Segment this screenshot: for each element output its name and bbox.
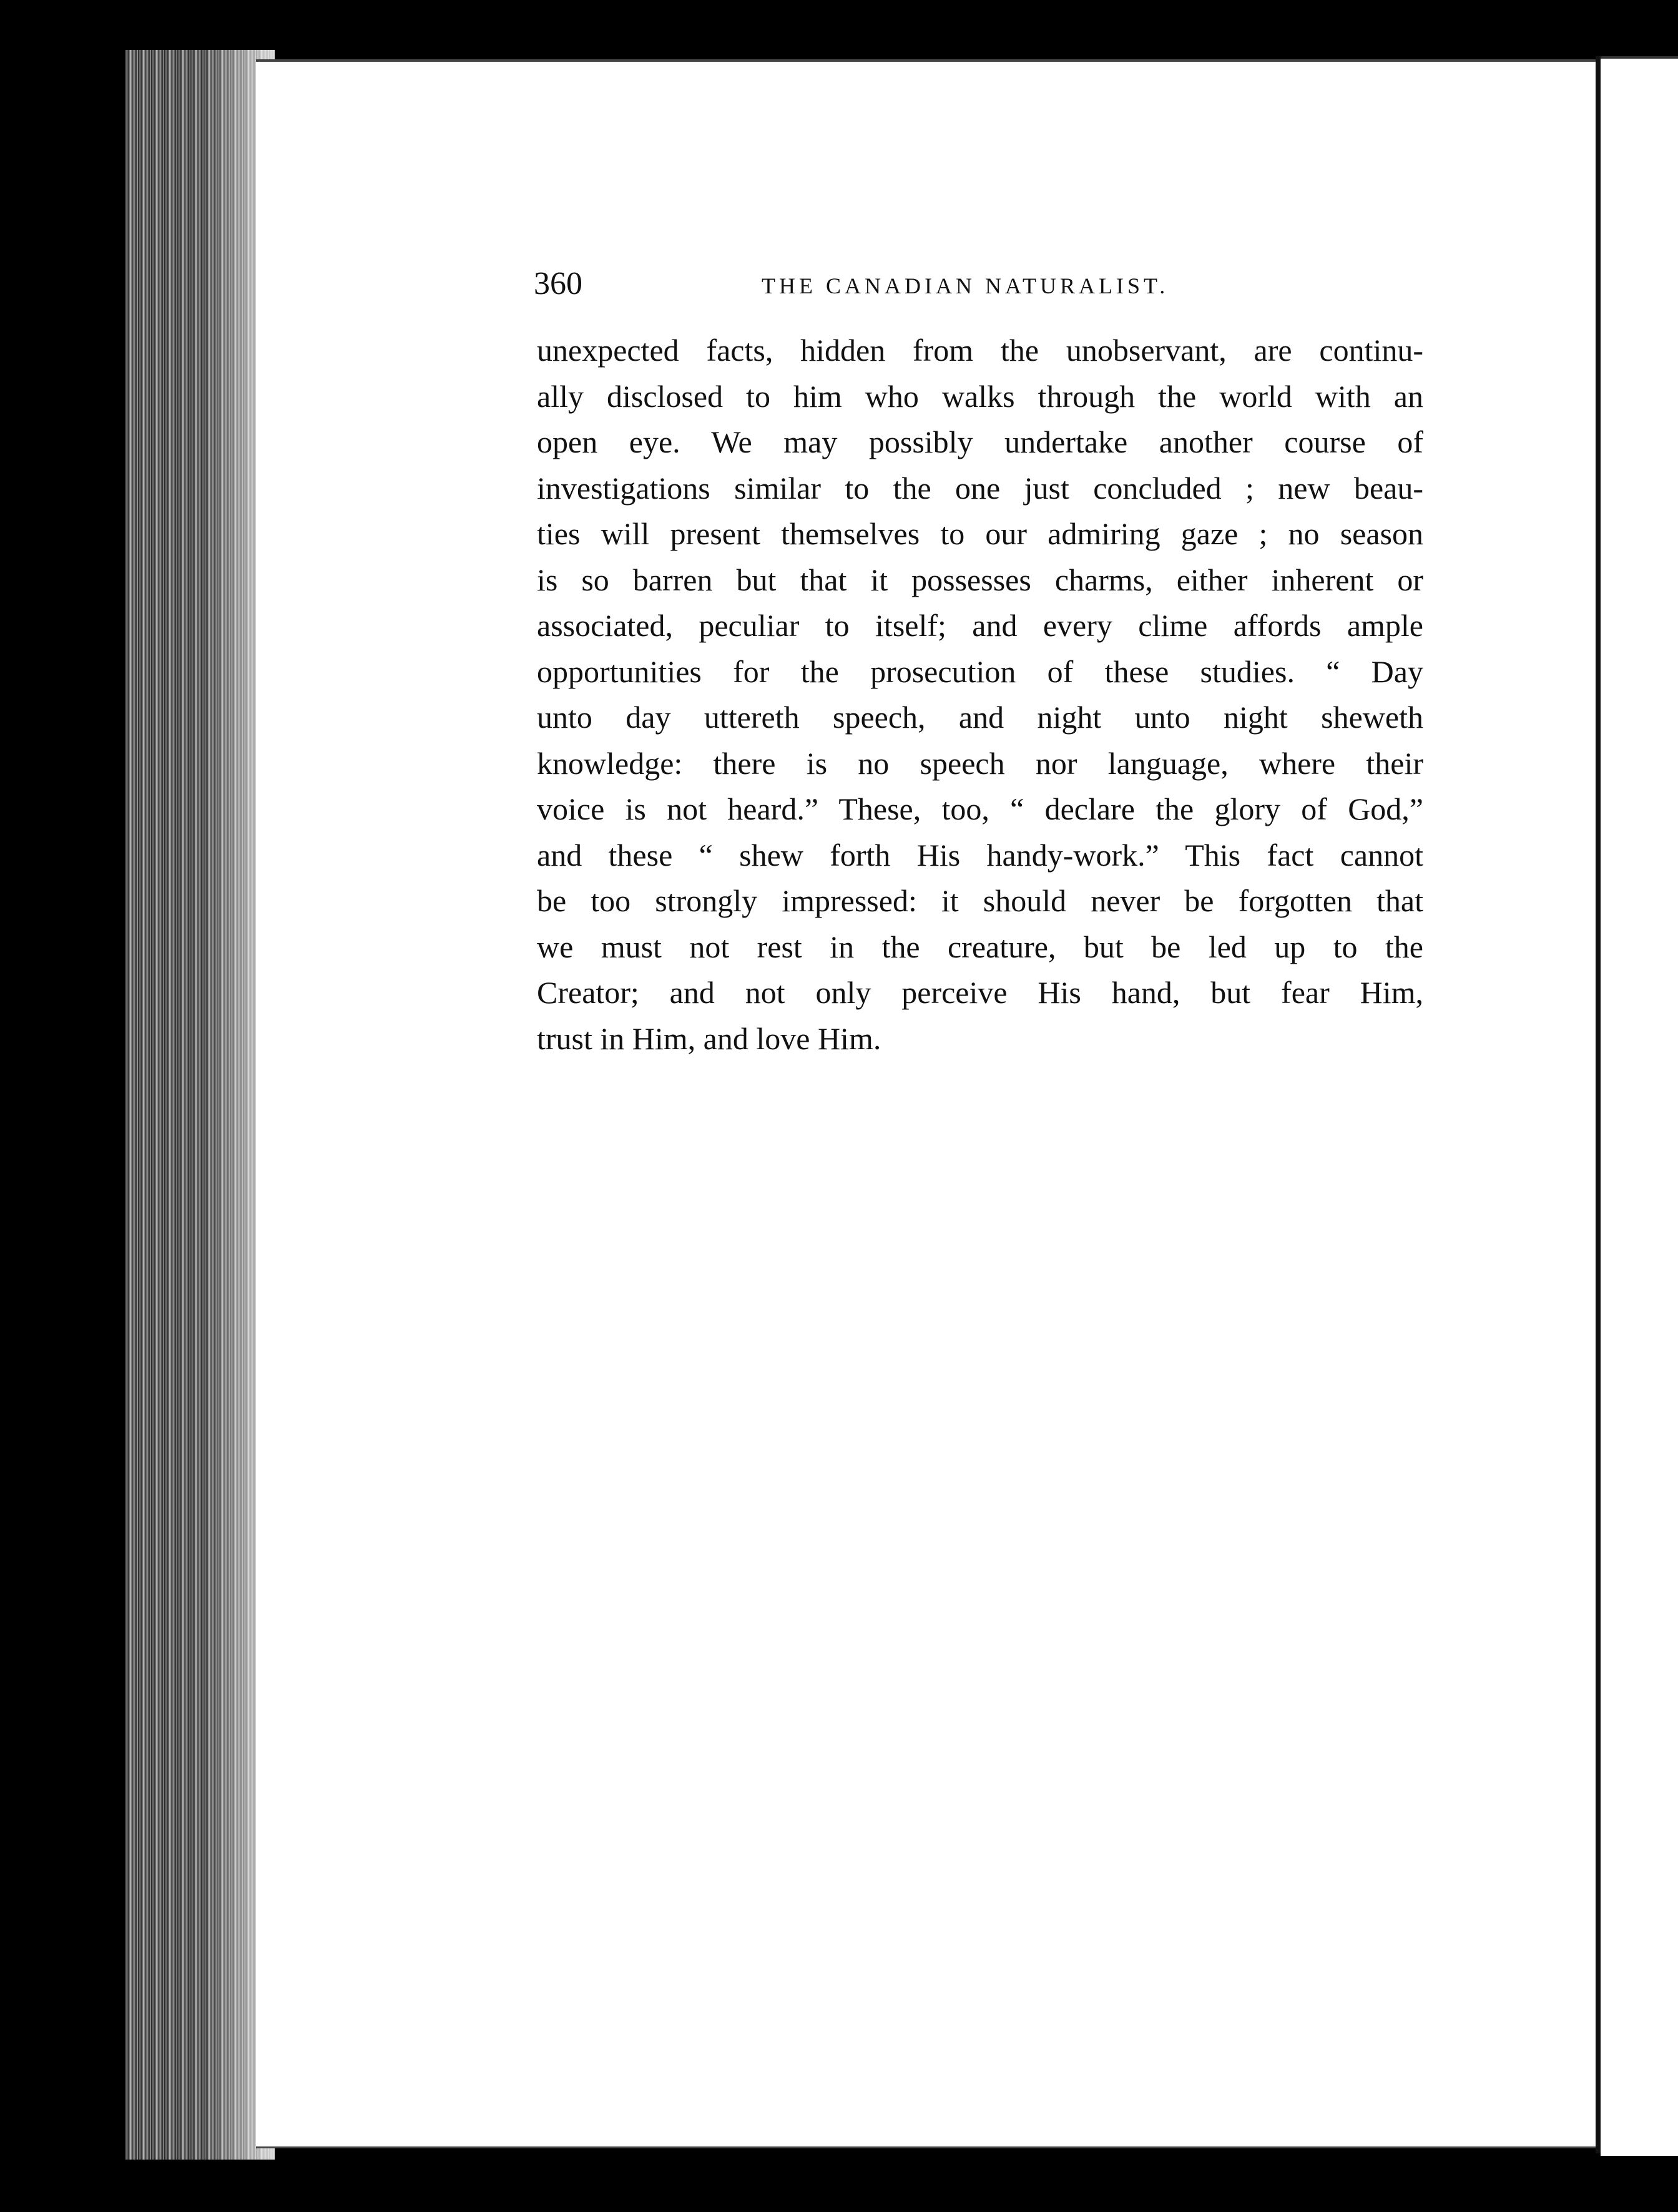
gutter-rule <box>1596 56 1601 2153</box>
text-line: opportunities for the prosecution of these studies. “ Day <box>537 653 1423 689</box>
facing-page-edge <box>1601 56 1678 2156</box>
text-line: knowledge: there is no speech nor language, where their <box>537 745 1423 781</box>
page-number: 360 <box>534 266 582 301</box>
text-line: we must not rest in the creature, but be led up to the <box>537 929 1423 964</box>
text-line: Creator; and not only perceive His hand, but fear Him, <box>537 975 1423 1010</box>
text-line: and these “ shew forth His handy-work.” This fact cannot <box>537 837 1423 873</box>
text-line: is so barren but that it possesses charms, either inherent or <box>537 562 1423 597</box>
body-paragraph <box>537 328 1423 1062</box>
text-line: open eye. We may possibly undertake another course of <box>537 424 1423 459</box>
text-line: investigations similar to the one just concluded ; new beau- <box>537 470 1423 506</box>
running-title: THE CANADIAN NATURALIST. <box>762 273 1169 298</box>
text-line: voice is not heard.” These, too, “ declare the glory of God,” <box>537 791 1423 826</box>
text-line: ties will present themselves to our admiring gaze ; no season <box>537 516 1423 551</box>
running-head <box>534 265 1267 309</box>
text-line: associated, peculiar to itself; and every clime affords ample <box>537 608 1423 643</box>
text-line: ally disclosed to him who walks through the world with an <box>537 378 1423 414</box>
text-line: trust in Him, and love Him. <box>537 1020 881 1056</box>
text-line: unto day uttereth speech, and night unto night sheweth <box>537 700 1423 735</box>
text-line: unexpected facts, hidden from the unobservant, are continu- <box>537 333 1423 368</box>
text-line: be too strongly impressed: it should never be forgotten that <box>537 883 1423 918</box>
